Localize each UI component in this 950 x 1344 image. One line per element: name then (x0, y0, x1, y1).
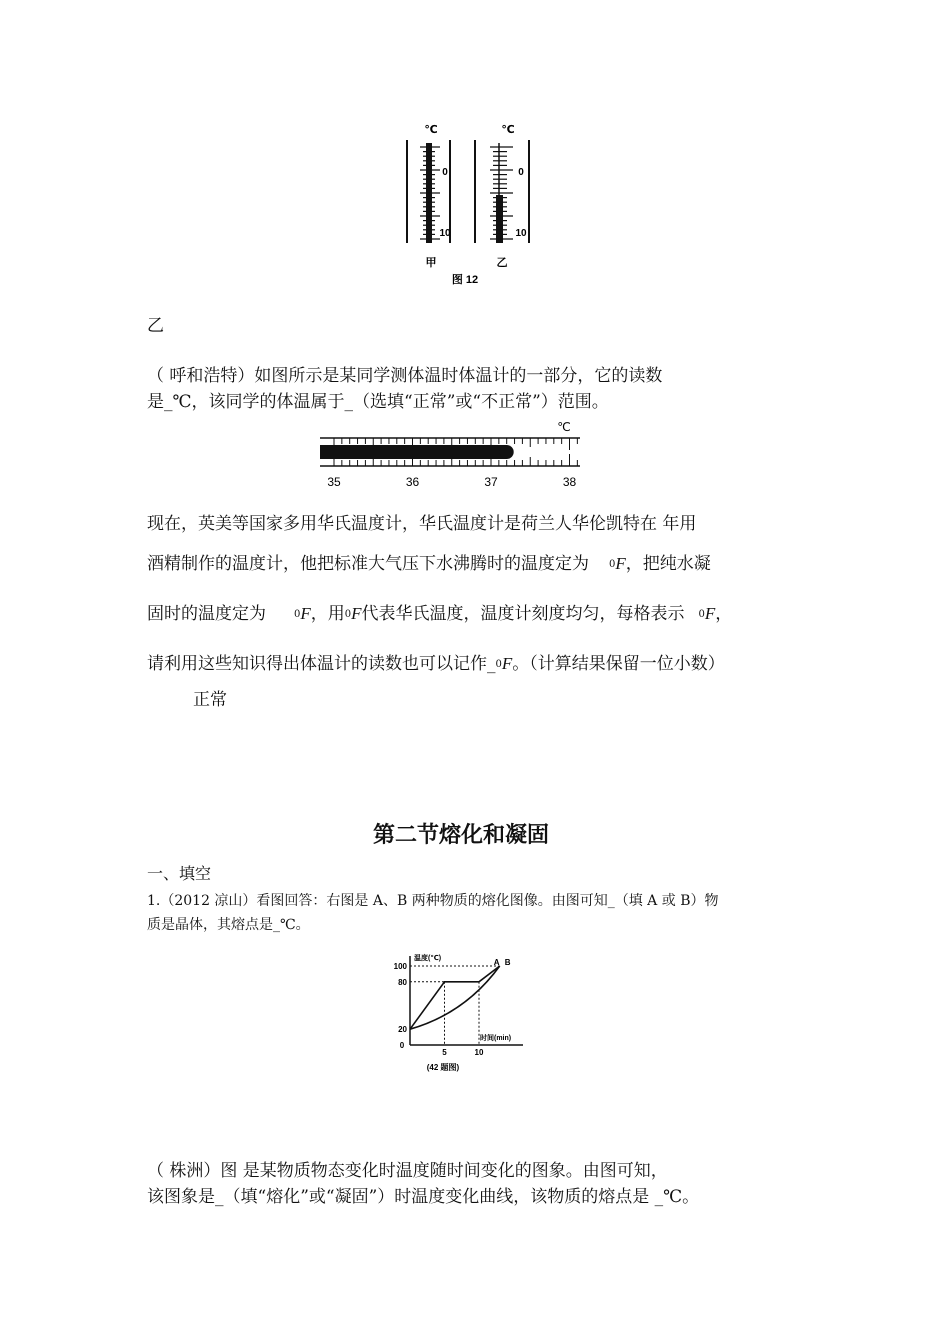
label-yi: 乙 (496, 257, 508, 269)
y-axis-label: 温度(℃) (414, 955, 442, 962)
question-3-line-4: 请利用这些知识得出体温计的读数也可以记作_0F。（计算结果保留一位小数） (147, 654, 725, 674)
series-line-a (410, 966, 500, 1029)
y-tick-label: 80 (398, 977, 407, 987)
x-tick-label: 10 (474, 1048, 484, 1057)
scale-label: 35 (327, 475, 341, 489)
clinical-thermometer-figure (312, 418, 592, 493)
tick-10-right: 10 (515, 228, 527, 239)
unit-right: ℃ (501, 124, 515, 136)
section-title: 第二节熔化和凝固 (373, 823, 550, 848)
question-4-line-1: 1.（2012 凉山）看图回答：右图是 A、B 两种物质的熔化图像。由图可知_（填 A 或 B）物 (147, 893, 719, 909)
question-2-line-2: 是_℃，该同学的体温属于_（选填“正常”或“不正常”）范围。 (147, 392, 609, 412)
unit-left: ℃ (424, 124, 438, 136)
question-5-line-2: 该图象是_（填“熔化”或“凝固”）时温度变化曲线，该物质的熔点是 _℃。 (147, 1187, 700, 1207)
series-label: A (493, 958, 500, 967)
y-tick-label: 100 (393, 962, 407, 971)
chart-caption: (42 题图) (426, 1063, 460, 1072)
answer-text: 乙 (147, 316, 164, 336)
scale-label: 38 (562, 475, 577, 489)
tick-10-left: 10 (439, 228, 451, 239)
question-3-line-3: 固时的温度定为 0F，用0F代表华氏温度，温度计刻度均匀，每格表示 0F， (147, 604, 733, 624)
question-3-line-1: 现在，英美等国家多用华氏温度计，华氏温度计是荷兰人华伦凯特在 年用 (147, 514, 697, 534)
tick-0-left: 0 (442, 167, 448, 178)
thermometer-unit: ℃ (557, 420, 571, 434)
answer-normal: 正常 (193, 690, 227, 710)
tick-0-right: 0 (518, 167, 524, 178)
thermometer-yi (475, 124, 529, 269)
scale-label: 36 (405, 475, 420, 489)
series-label: B (504, 958, 511, 967)
figure-12-caption: 图 12 (451, 274, 479, 286)
mercury-column (320, 445, 507, 459)
label-jia: 甲 (425, 257, 437, 269)
section-subtitle: 一、填空 (147, 864, 212, 883)
melting-chart (385, 948, 535, 1078)
origin-label: 0 (399, 1041, 405, 1050)
scale-label: 37 (484, 475, 498, 489)
figure-12 (395, 115, 545, 295)
question-4-line-2: 质是晶体，其熔点是_℃。 (147, 917, 310, 933)
question-3-line-2: 酒精制作的温度计，他把标准大气压下水沸腾时的温度定为 0F，把纯水凝 (147, 554, 711, 574)
question-2-line-1: （ 呼和浩特）如图所示是某同学测体温时体温计的一部分，它的读数 (147, 366, 663, 386)
question-5-line-1: （ 株洲）图 是某物质物态变化时温度随时间变化的图象。由图可知， (147, 1161, 668, 1181)
y-tick-label: 20 (398, 1025, 407, 1035)
x-tick-label: 5 (442, 1048, 447, 1057)
thermometer-jia (407, 124, 451, 269)
x-axis-label: 时间(min) (480, 1035, 512, 1042)
mercury-end (500, 445, 514, 459)
